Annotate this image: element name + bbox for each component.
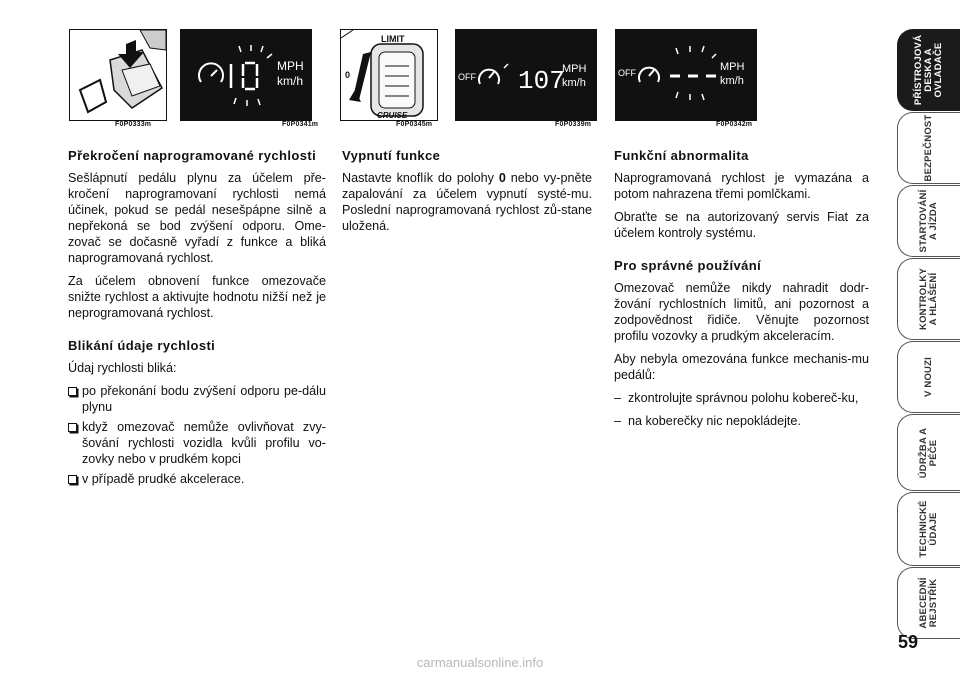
heading-switch-off: Vypnutí funkce bbox=[342, 148, 441, 163]
paragraph: Omezovač nemůže nikdy nahradit dodr-žování rychlostních limitů, ani pozornost a zodpovědnost řidiče. Věnujte pozornost profilu vozovky a prudkým akceleracím. bbox=[614, 281, 869, 343]
column-left bbox=[68, 147, 326, 491]
paragraph: Aby nebyla omezována funkce mechanis-mu pedálů: bbox=[614, 352, 869, 382]
checkbox-bullet-icon bbox=[68, 475, 77, 484]
paragraph: Sešlápnutí pedálu plynu za účelem pře-kročení naprogramovaní rychlosti nemá účinek, pokud se pedál nesešpápne silně a nepřekoná se bod zvýšení odporu. Ome-zovač se dočasně vyřadí z funkce a bliká naprogramovaná rychlost. bbox=[68, 171, 326, 265]
list-item: po překonání bodu zvýšení odporu pe-dálu plynu bbox=[68, 383, 326, 415]
figure-display-blinking bbox=[180, 29, 312, 121]
paragraph: Údaj rychlosti bliká: bbox=[68, 361, 177, 375]
figure-lever bbox=[340, 29, 438, 121]
svg-text:km/h: km/h bbox=[720, 75, 744, 87]
speed-display-dashes bbox=[616, 30, 756, 120]
tab-safety[interactable]: BEZPEČNOST bbox=[897, 112, 960, 184]
list-item: – zkontrolujte správnou polohu kobereč-ku, bbox=[614, 391, 859, 405]
list-item: v případě prudké akcelerace. bbox=[68, 471, 326, 487]
svg-text:CRUISE: CRUISE bbox=[377, 111, 408, 120]
tab-warning-lights[interactable]: KONTROLKY A HLÁŠENÍ bbox=[897, 258, 960, 340]
figure-display-fault bbox=[615, 29, 757, 121]
list-item: – na koberečky nic nepokládejte. bbox=[614, 414, 801, 428]
tab-emergency[interactable]: V NOUZI bbox=[897, 341, 960, 413]
svg-text:LIMIT: LIMIT bbox=[381, 34, 405, 44]
figure-code: F0P0333m bbox=[115, 121, 152, 128]
column-middle bbox=[342, 147, 592, 241]
heading-correct-use: Pro správné používání bbox=[614, 258, 762, 273]
svg-text:107: 107 bbox=[518, 66, 565, 96]
pedal-illustration bbox=[70, 30, 166, 120]
speed-display-blinking bbox=[181, 30, 311, 120]
tab-instrument-panel[interactable]: PŘÍSTROJOVÁ DESKA A OVLADAČE bbox=[897, 29, 960, 111]
figure-code: F0P0345m bbox=[396, 121, 433, 128]
heading-exceeding-speed: Překročení naprogramované rychlosti bbox=[68, 148, 317, 163]
watermark: carmanualsonline.info bbox=[416, 655, 544, 670]
figure-display-set-speed bbox=[455, 29, 597, 121]
svg-text:0: 0 bbox=[345, 70, 351, 80]
tab-index[interactable]: ABECEDNÍ REJSTŘÍK bbox=[897, 567, 960, 639]
svg-text:OFF: OFF bbox=[618, 68, 636, 78]
figure-code: F0P0341m bbox=[282, 121, 319, 128]
svg-text:MPH: MPH bbox=[277, 59, 304, 73]
paragraph: Nastavte knoflík do polohy 0 nebo vy-pněte zapalování za účelem vypnutí systé-mu. Poslední naprogramovaná rychlost zů-stane uložená. bbox=[342, 171, 592, 233]
heading-blinking-speed: Blikání údaje rychlosti bbox=[68, 338, 216, 353]
limiter-knob-illustration bbox=[341, 30, 437, 120]
svg-text:MPH: MPH bbox=[720, 61, 745, 73]
page-number: 59 bbox=[897, 632, 918, 652]
column-right bbox=[614, 147, 869, 436]
svg-text:km/h: km/h bbox=[562, 77, 586, 89]
checkbox-bullet-icon bbox=[68, 387, 77, 396]
tab-technical-data[interactable]: TECHNICKÉ ÚDAJE bbox=[897, 492, 960, 566]
speedometer-icon bbox=[211, 70, 217, 76]
svg-text:MPH: MPH bbox=[562, 63, 587, 75]
speed-display-107 bbox=[456, 30, 596, 120]
paragraph: Obraťte se na autorizovaný servis Fiat za účelem kontroly systému. bbox=[614, 210, 869, 240]
paragraph: Za účelem obnovení funkce omezovače snižte rychlost a aktivujte hodnotu nižší než je neprogramovaná rychlost. bbox=[68, 274, 326, 320]
tab-maintenance[interactable]: ÚDRŽBA A PÉČE bbox=[897, 414, 960, 491]
svg-text:km/h: km/h bbox=[277, 74, 304, 88]
tab-starting-driving[interactable]: STARTOVÁNÍ A JÍZDA bbox=[897, 185, 960, 257]
heading-malfunction: Funkční abnormalita bbox=[614, 148, 749, 163]
figure-pedal bbox=[69, 29, 167, 121]
list-item: když omezovač nemůže ovlivňovat zvy-šování rychlosti vozidla kvůli profilu vo-zovky nebo v prudkém kopci bbox=[68, 419, 326, 467]
svg-text:OFF: OFF bbox=[458, 72, 476, 82]
figure-code: F0P0339m bbox=[555, 121, 592, 128]
paragraph: Naprogramovaná rychlost je vymazána a potom nahrazena třemi pomlčkami. bbox=[614, 171, 869, 201]
checkbox-bullet-icon bbox=[68, 423, 77, 432]
figure-code: F0P0342m bbox=[716, 121, 753, 128]
